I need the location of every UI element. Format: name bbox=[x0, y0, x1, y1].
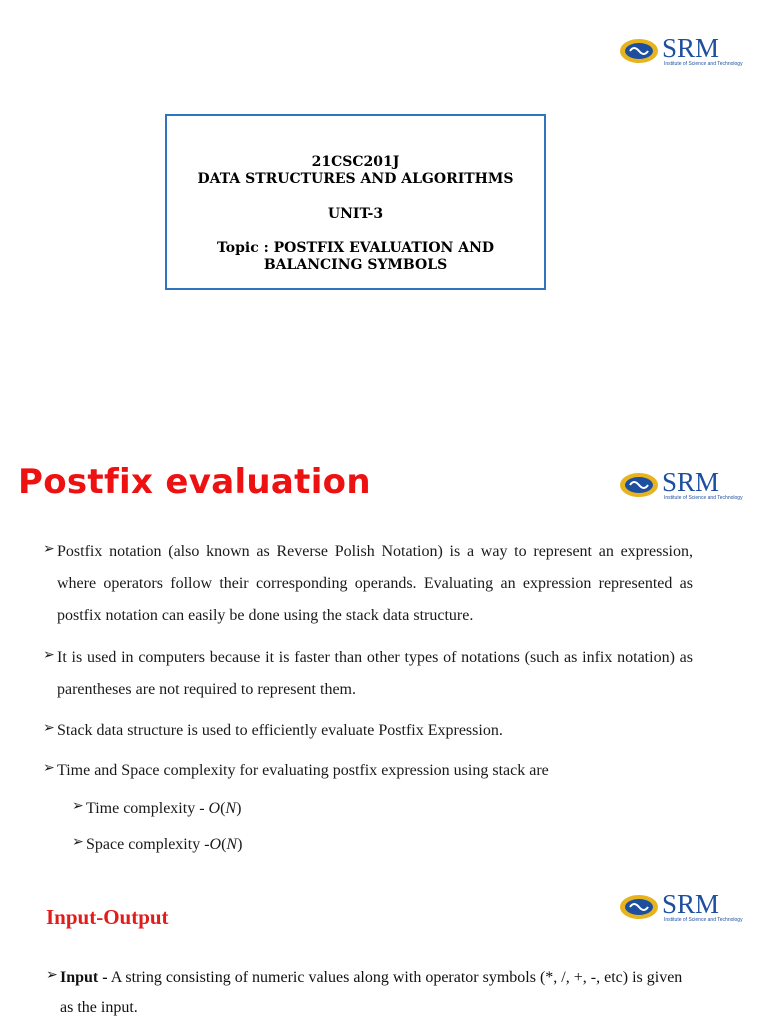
bullet-arrow-icon: ➢ bbox=[43, 761, 55, 776]
sub-bullet-space bbox=[72, 829, 372, 861]
srm-logo-graphic bbox=[618, 884, 748, 926]
bullet-arrow-icon: ➢ bbox=[43, 721, 55, 736]
paren-close: ) bbox=[236, 800, 242, 817]
topic-line-2: BALANCING SYMBOLS bbox=[263, 257, 448, 273]
course-code: 21CSC201J bbox=[311, 154, 400, 170]
bullet-text: It is used in computers because it is faster than other types of notations (such as infix notation) as parentheses are not required to represent them. bbox=[57, 649, 693, 698]
bullet-item bbox=[43, 715, 693, 747]
bullet-text: Postfix notation (also known as Reverse Polish Notation) is a way to represent an expression, where operators follow their corresponding operands. Evaluating an expression represented as postfix notation can easily be done using the stack data structure. bbox=[57, 543, 693, 624]
bullet-arrow-icon: ➢ bbox=[72, 835, 84, 850]
bullet-arrow-icon: ➢ bbox=[43, 542, 55, 557]
srm-logo-graphic bbox=[618, 462, 748, 504]
paren-open: ( bbox=[221, 836, 227, 853]
input-label: Input - bbox=[60, 969, 108, 986]
bullet-item bbox=[43, 536, 693, 632]
srm-logo bbox=[618, 884, 748, 926]
srm-logo bbox=[618, 28, 748, 70]
input-description: A string consisting of numeric values along with operator symbols (*, /, +, -, etc) is given as the input. bbox=[60, 969, 683, 1016]
srm-logo-text: SRM bbox=[662, 889, 720, 919]
sub-bullet-time bbox=[72, 793, 372, 825]
srm-logo-tagline: Institute of Science and Technology bbox=[664, 61, 743, 67]
title-box bbox=[165, 114, 546, 290]
paren-close: ) bbox=[237, 836, 243, 853]
srm-logo-tagline: Institute of Science and Technology bbox=[664, 495, 743, 501]
unit-label: UNIT-3 bbox=[327, 206, 384, 222]
complexity-label: Space complexity - bbox=[86, 836, 210, 853]
bullet-item bbox=[43, 642, 693, 706]
paren-open: ( bbox=[220, 800, 226, 817]
bullet-arrow-icon: ➢ bbox=[72, 799, 84, 814]
bullet-text: Stack data structure is used to efficiently evaluate Postfix Expression. bbox=[57, 722, 503, 739]
big-o: O bbox=[209, 836, 222, 853]
srm-logo-tagline: Institute of Science and Technology bbox=[664, 917, 743, 923]
topic-line-1: Topic : POSTFIX EVALUATION AND bbox=[216, 240, 495, 256]
srm-logo bbox=[618, 462, 748, 504]
big-o: O bbox=[208, 800, 221, 817]
srm-logo-text: SRM bbox=[662, 33, 720, 63]
complexity-label: Time complexity - bbox=[86, 800, 209, 817]
srm-logo-text: SRM bbox=[662, 467, 720, 497]
bullet-text: Time and Space complexity for evaluating postfix expression using stack are bbox=[57, 762, 549, 779]
slide-title: Postfix evaluation bbox=[18, 462, 371, 502]
course-name: DATA STRUCTURES AND ALGORITHMS bbox=[197, 171, 514, 187]
variable-n: N bbox=[226, 836, 238, 853]
srm-logo-graphic bbox=[618, 28, 748, 70]
input-bullet bbox=[46, 963, 686, 1023]
bullet-arrow-icon: ➢ bbox=[43, 648, 55, 663]
section-title: Input-Output bbox=[46, 905, 169, 929]
bullet-item bbox=[43, 755, 693, 787]
bullet-arrow-icon: ➢ bbox=[46, 968, 58, 983]
variable-n: N bbox=[225, 800, 237, 817]
